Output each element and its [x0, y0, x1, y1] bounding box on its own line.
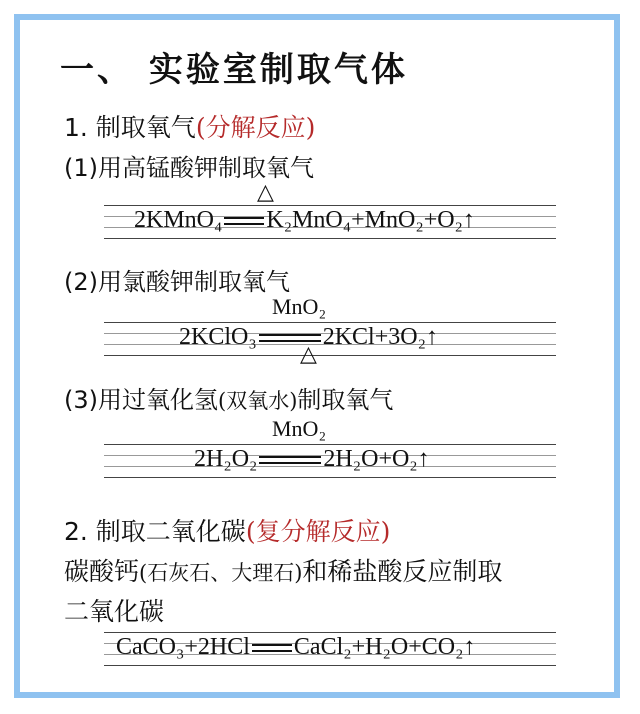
equals-sign [252, 644, 292, 652]
item3-label-row [64, 380, 393, 415]
eq3-catalyst: MnO₂ [272, 416, 327, 441]
eq2-left: 2KClO₃ [179, 324, 257, 350]
section2-desc-note: (石灰石、大理石) [139, 561, 303, 585]
item2-label: (2)用氯酸钾制取氧气 [64, 268, 290, 296]
eq3-left: 2H₂O₂ [194, 446, 258, 472]
section2-desc-b: 和稀盐酸反应制取 [302, 557, 503, 586]
eq4-left: CaCO₃+2HCl [116, 634, 250, 660]
eq1-right: K₂MnO₄+MnO₂+O₂↑ [266, 207, 475, 233]
heat-triangle-icon: △ [300, 342, 317, 367]
section1-heading-row [64, 108, 315, 144]
equals-sign [224, 217, 264, 225]
eq1-left: 2KMnO₄ [134, 207, 223, 233]
equation-1 [104, 205, 556, 239]
eq4-right: CaCl₂+H₂O+CO₂↑ [293, 634, 476, 660]
section1-heading: 1. 制取氧气 [64, 113, 196, 142]
section2-note: (复分解反应) [245, 517, 391, 546]
item3-label: (3)用过氧化氢 [64, 386, 218, 414]
section2-desc-row [64, 552, 502, 588]
item1-label: (1)用高锰酸钾制取氧气 [64, 154, 314, 182]
equals-sign [259, 456, 321, 464]
section2-heading: 2. 制取二氧化碳 [64, 517, 246, 546]
page-title: 一、 实验室制取气体 [60, 50, 408, 90]
item3-label-note: (双氧水) [218, 389, 298, 413]
section2-desc-c: 二氧化碳 [64, 597, 165, 626]
section1-note: (分解反应) [195, 113, 316, 142]
equation-3 [104, 444, 556, 478]
section2-heading-row [64, 512, 390, 548]
equation-2 [104, 322, 556, 356]
heat-triangle-icon: △ [257, 180, 274, 205]
eq2-right: 2KCl+3O₂↑ [322, 324, 438, 350]
item3-label-end: 制取氧气 [297, 386, 394, 414]
section2-desc-a: 碳酸钙 [64, 557, 140, 586]
eq3-right: 2H₂O+O₂↑ [323, 446, 430, 472]
equation-4 [104, 632, 556, 666]
eq2-catalyst: MnO₂ [272, 294, 327, 319]
